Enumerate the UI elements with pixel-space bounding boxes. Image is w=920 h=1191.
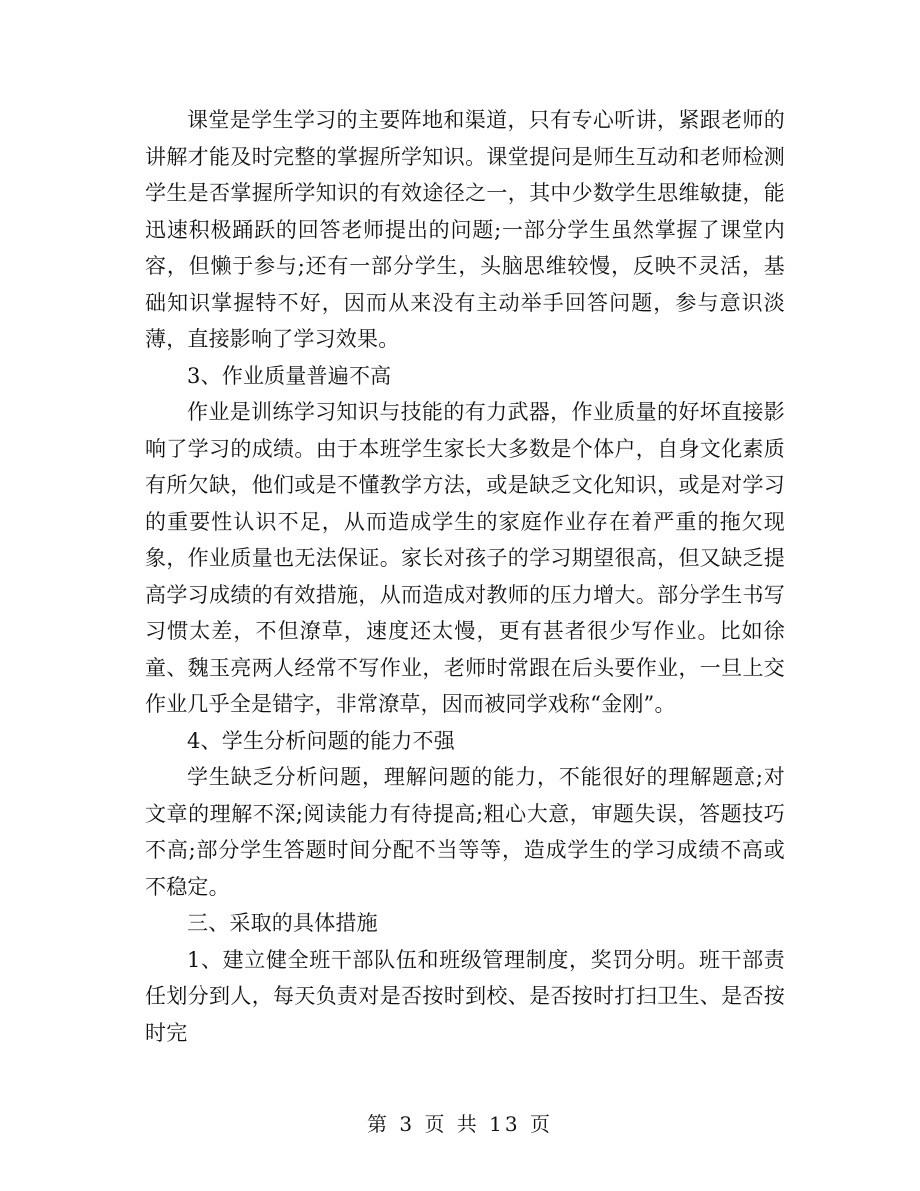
paragraph-measure-1: 1、建立健全班干部队伍和班级管理制度，奖罚分明。班干部责任划分到人，每天负责对是否按时到校、是否按时打扫卫生、是否按时完 — [145, 947, 785, 1045]
page-footer: 第 3 页 共 13 页 — [367, 1112, 553, 1136]
paragraph-homework: 作业是训练学习知识与技能的有力武器，作业质量的好坏直接影响了学习的成绩。由于本班学生家长大多数是个体户，自身文化素质有所欠缺，他们或是不懂教学方法，或是缺乏文化知识，或是对学习的重要性认识不足，从而造成学生的家庭作业存在着严重的拖欠现象，作业质量也无法保证。家长对孩子的学习期望很高，但又缺乏提高学习成绩的有效措施，从而造成对教师的压力增大。部分学生书写习惯太差，不但潦草，速度还太慢，更有甚者很少写作业。比如徐童、魏玉亮两人经常不写作业，老师时常跟在后头要作业，一旦上交作业几乎全是错字，非常潦草，因而被同学戏称“金刚”。 — [145, 400, 785, 716]
heading-analysis-ability: 4、学生分析问题的能力不强 — [187, 728, 455, 753]
heading-homework-quality: 3、作业质量普遍不高 — [187, 363, 392, 388]
paragraph-analysis: 学生缺乏分析问题，理解问题的能力，不能很好的理解题意;对文章的理解不深;阅读能力有待提高;粗心大意，审题失误，答题技巧不高;部分学生答题时间分配不当等等，造成学生的学习成绩不高或不稳定。 — [145, 765, 785, 899]
heading-measures: 三、采取的具体措施 — [187, 911, 378, 935]
document-body — [145, 102, 785, 1051]
paragraph-classroom: 课堂是学生学习的主要阵地和渠道，只有专心听讲，紧跟老师的讲解才能及时完整的掌握所学知识。课堂提问是师生互动和老师检测学生是否掌握所学知识的有效途径之一，其中少数学生思维敏捷，能迅速积极踊跃的回答老师提出的问题;一部分学生虽然掌握了课堂内容，但懒于参与;还有一部分学生，头脑思维较慢，反映不灵活，基础知识掌握特不好，因而从来没有主动举手回答问题，参与意识淡薄，直接影响了学习效果。 — [145, 108, 785, 351]
